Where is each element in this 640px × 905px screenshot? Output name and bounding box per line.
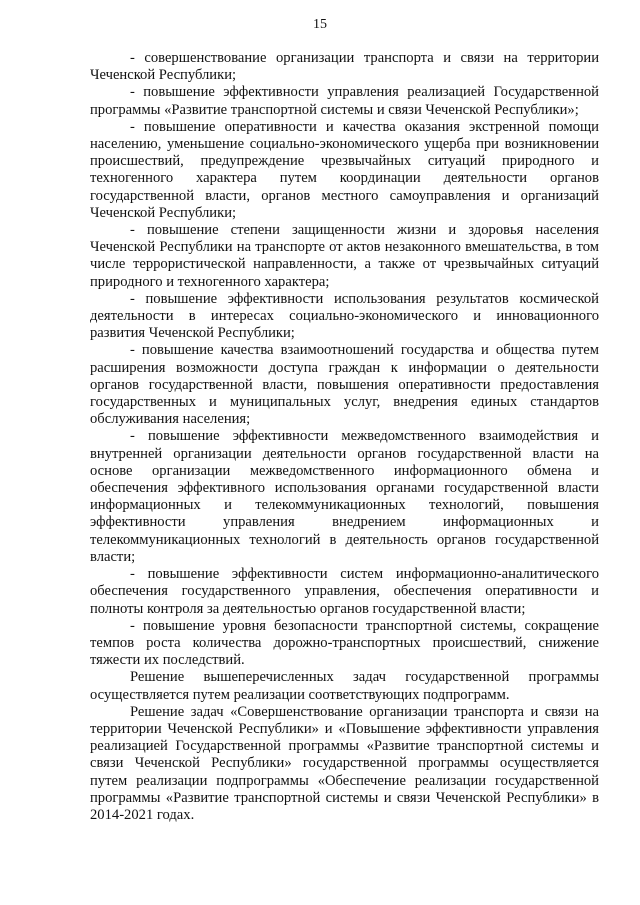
paragraph-bullet-5: - повышение эффективности использования результатов космической деятельности в интересах социально-экономического и инновационного развития Чеченской Республики; xyxy=(90,290,599,342)
paragraph-bullet-4: - повышение степени защищенности жизни и здоровья населения Чеченской Республики на транспорте от актов незаконного вмешательства, в том числе террористической направленности, а также от чрезвычайных ситуаций природного и техногенного характера; xyxy=(90,222,599,290)
paragraph-subprogram: Решение задач «Совершенствование организации транспорта и связи на территории Чеченской Республики» и «Повышение эффективности управления реализацией Государственной программы «Развитие транспортной системы и связи Чеченской Республики» государственной программы осуществляется путем реализации подпрограммы «Обеспечение реализации государственной программы «Развитие транспортной системы и связи Чеченской Республики» в 2014-2021 годах. xyxy=(90,703,599,823)
paragraph-bullet-6: - повышение качества взаимоотношений государства и общества путем расширения возможности доступа граждан к информации о деятельности органов государственной власти, повышения оперативности предоставления государственных и муниципальных услуг, внедрения единых стандартов обслуживания населения; xyxy=(90,342,599,428)
document-body xyxy=(90,50,599,824)
paragraph-bullet-3: - повышение оперативности и качества оказания экстренной помощи населению, уменьшение социально-экономического ущерба при возникновении происшествий, предупреждение чрезвычайных ситуаций природного и техногенного характера путем координации деятельности органов государственной власти, органов местного самоуправления и организаций Чеченской Республики; xyxy=(90,118,599,221)
paragraph-bullet-1: - совершенствование организации транспорта и связи на территории Чеченской Республики; xyxy=(90,50,599,84)
paragraph-bullet-8: - повышение эффективности систем информационно-аналитического обеспечения государственного управления, обеспечения оперативности и полноты контроля за деятельностью органов государственной власти; xyxy=(90,566,599,617)
paragraph-summary: Решение вышеперечисленных задач государственной программы осуществляется путем реализации соответствующих подпрограмм. xyxy=(90,669,599,703)
paragraph-bullet-7: - повышение эффективности межведомственного взаимодействия и внутренней организации деятельности органов государственной власти на основе организации межведомственного информационного обмена и обеспечения эффективного использования органами государственной власти информационных и телекоммуникационных технологий, повышения эффективности управления внедрением информационных и телекоммуникационных технологий в деятельность органов государственной власти; xyxy=(90,428,599,565)
paragraph-bullet-9: - повышение уровня безопасности транспортной системы, сокращение темпов роста количества дорожно-транспортных происшествий, снижение тяжести их последствий. xyxy=(90,617,599,669)
page-number: 15 xyxy=(313,17,327,32)
paragraph-bullet-2: - повышение эффективности управления реализацией Государственной программы «Развитие транспортной системы и связи Чеченской Республики»; xyxy=(90,84,599,118)
